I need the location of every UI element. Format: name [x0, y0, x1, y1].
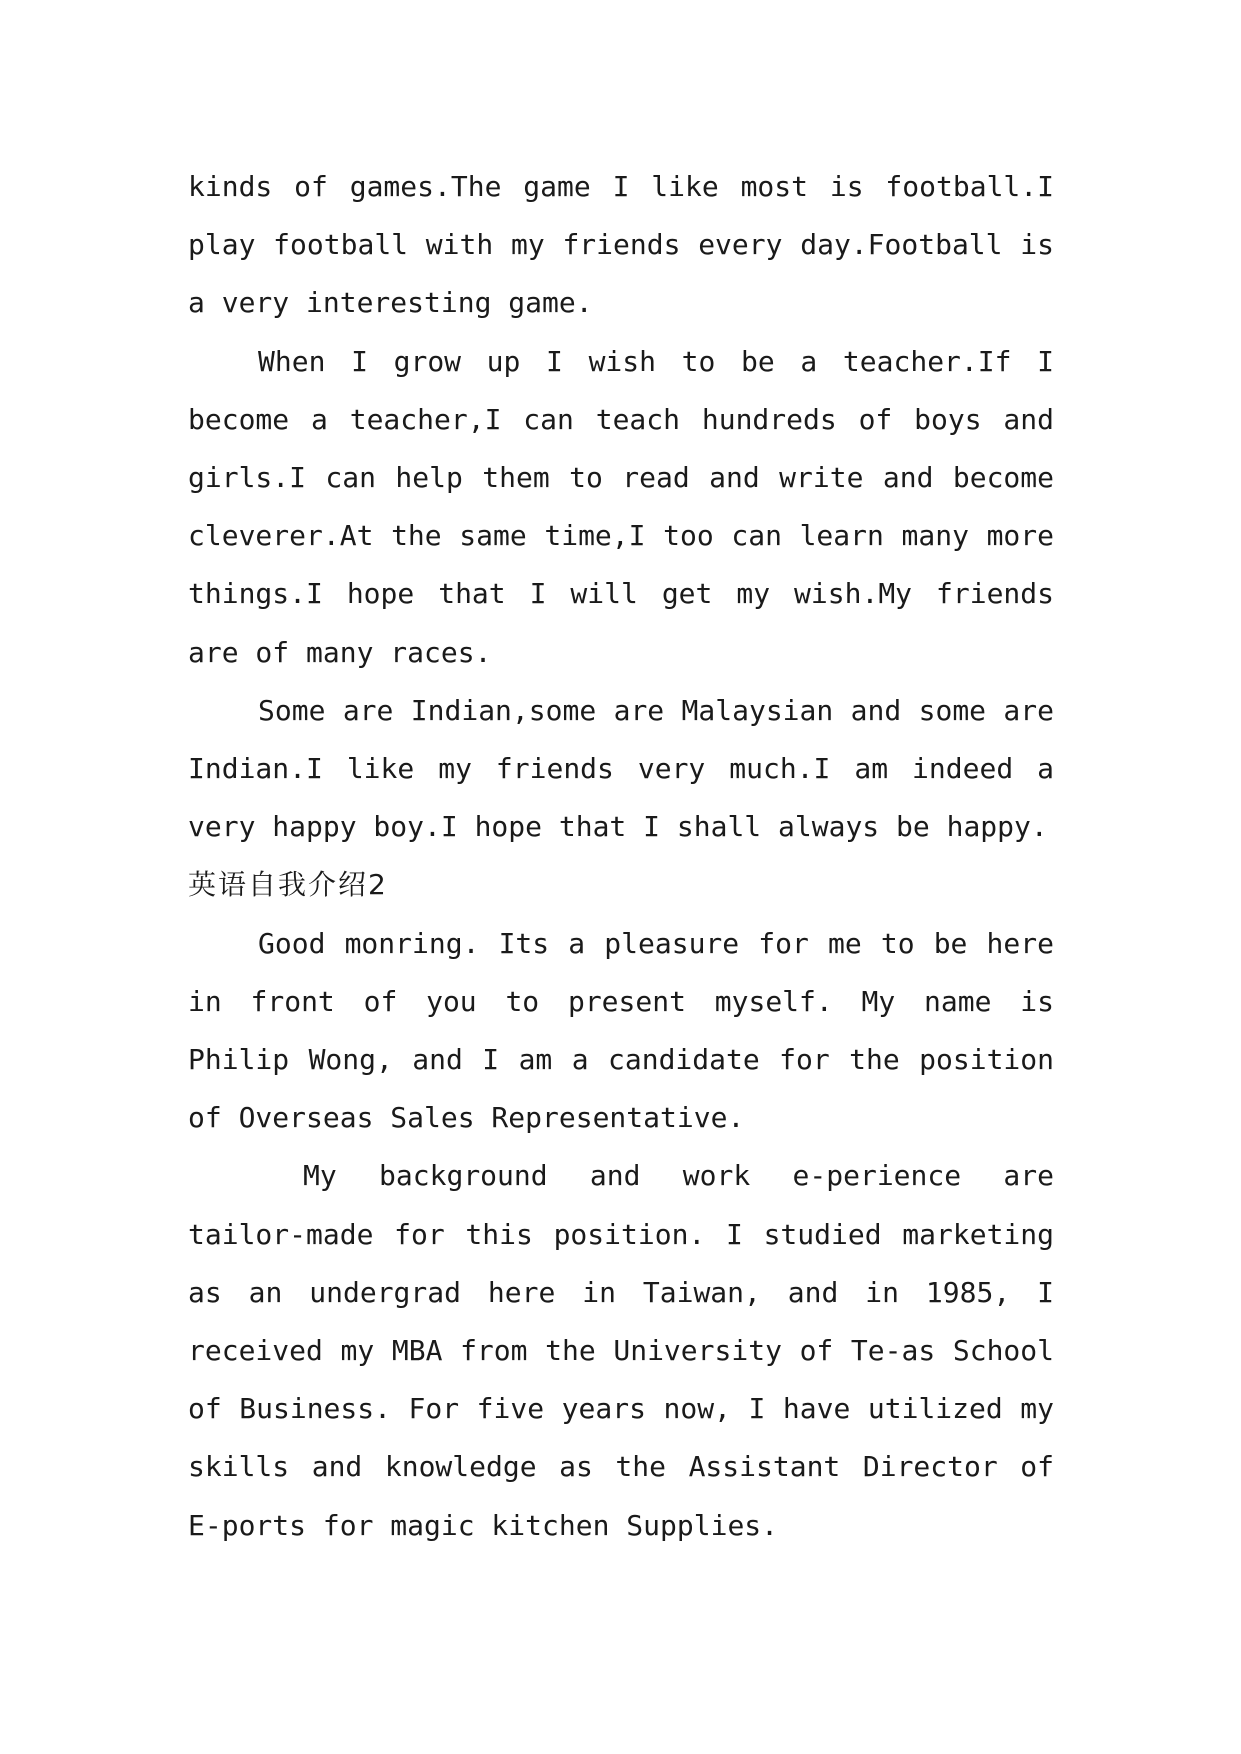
paragraph-teacher-wish: When I grow up I wish to be a teacher.If I become a teacher,I can teach hundreds of boys and girls.I can help them to read and write and become cleverer.At the same time,I too can learn many more things.I hope that I will get my wish.My friends are of many races.: [188, 344, 1054, 669]
paragraph-background: My background and work e-perience are tailor-made for this position. I studied marketing as an undergrad here in Taiwan, and in 1985, I received my MBA from the University of Te-as School of Business. For five years now, I have utilized my skills and knowledge as the Assistant Director of E-ports for magic kitchen Supplies.: [188, 1159, 1054, 1542]
paragraph-friends: Some are Indian,some are Malaysian and some are Indian.I like my friends very much.I am indeed a very happy boy.I hope that I shall always be happy.: [188, 693, 1054, 844]
document-body: [188, 158, 1054, 1555]
paragraph-games: kinds of games.The game I like most is football.I play football with my friends every day.Football is a very interesting game.: [188, 170, 1054, 320]
paragraph-introduction: Good monring. Its a pleasure for me to be here in front of you to present myself. My name is Philip Wong, and I am a candidate for the position of Overseas Sales Representative.: [188, 926, 1054, 1135]
section-heading: 英语自我介绍2: [188, 868, 388, 902]
